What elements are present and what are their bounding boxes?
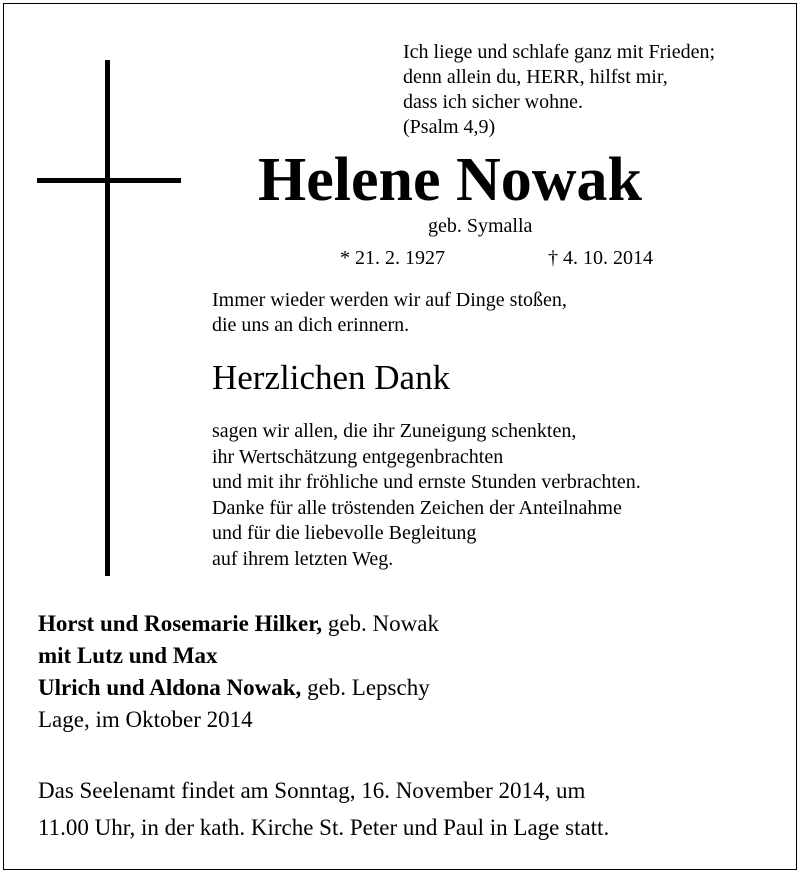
thanks-line: sagen wir allen, die ihr Zuneigung schenkten, bbox=[212, 420, 577, 442]
family-entry bbox=[38, 672, 439, 704]
family-entry bbox=[38, 640, 439, 672]
thanks-line: und für die liebevolle Begleitung bbox=[212, 522, 477, 544]
cross-vertical-bar bbox=[105, 60, 110, 576]
verse-reference: (Psalm 4,9) bbox=[403, 116, 496, 138]
thanks-line: auf ihrem letzten Weg. bbox=[212, 547, 394, 570]
family-entry-name: Horst und Rosemarie Hilker, bbox=[38, 611, 323, 636]
family-entry-suffix: geb. Lepschy bbox=[301, 675, 430, 700]
thanks-heading: Herzlichen Dank bbox=[212, 358, 451, 397]
maiden-name: geb. Symalla bbox=[428, 215, 533, 237]
cross-horizontal-bar bbox=[37, 178, 181, 183]
family-entry bbox=[38, 608, 439, 640]
thanks-body bbox=[212, 419, 641, 572]
thanks-line: ihr Wertschätzung entgegenbrachten bbox=[212, 445, 504, 468]
service-line: 11.00 Uhr, in der kath. Kirche St. Peter und Paul in Lage statt. bbox=[38, 815, 610, 840]
family-entry-name: mit Lutz und Max bbox=[38, 643, 218, 668]
death-date: † 4. 10. 2014 bbox=[548, 247, 653, 269]
deceased-name: Helene Nowak bbox=[258, 146, 643, 214]
verse-line: dass ich sicher wohne. bbox=[403, 91, 583, 113]
verse-line: Ich liege und schlafe ganz mit Frieden; bbox=[403, 41, 716, 63]
quote-line: die uns an dich erinnern. bbox=[212, 314, 410, 336]
thanks-line: Danke für alle tröstenden Zeichen der Anteilnahme bbox=[212, 496, 622, 519]
service-announcement bbox=[38, 772, 609, 846]
place-date: Lage, im Oktober 2014 bbox=[38, 707, 253, 732]
family-signatures bbox=[38, 608, 439, 736]
service-line: Das Seelenamt findet am Sonntag, 16. November 2014, um bbox=[38, 778, 586, 803]
verse-line: denn allein du, HERR, hilfst mir, bbox=[403, 66, 668, 88]
memorial-quote bbox=[212, 288, 567, 338]
family-entry-suffix: geb. Nowak bbox=[322, 611, 439, 636]
thanks-line: und mit ihr fröhliche und ernste Stunden verbrachten. bbox=[212, 471, 641, 493]
psalm-verse bbox=[403, 40, 715, 140]
quote-line: Immer wieder werden wir auf Dinge stoßen, bbox=[212, 289, 567, 311]
birth-date: * 21. 2. 1927 bbox=[340, 247, 445, 269]
family-entry-name: Ulrich und Aldona Nowak, bbox=[38, 675, 302, 700]
